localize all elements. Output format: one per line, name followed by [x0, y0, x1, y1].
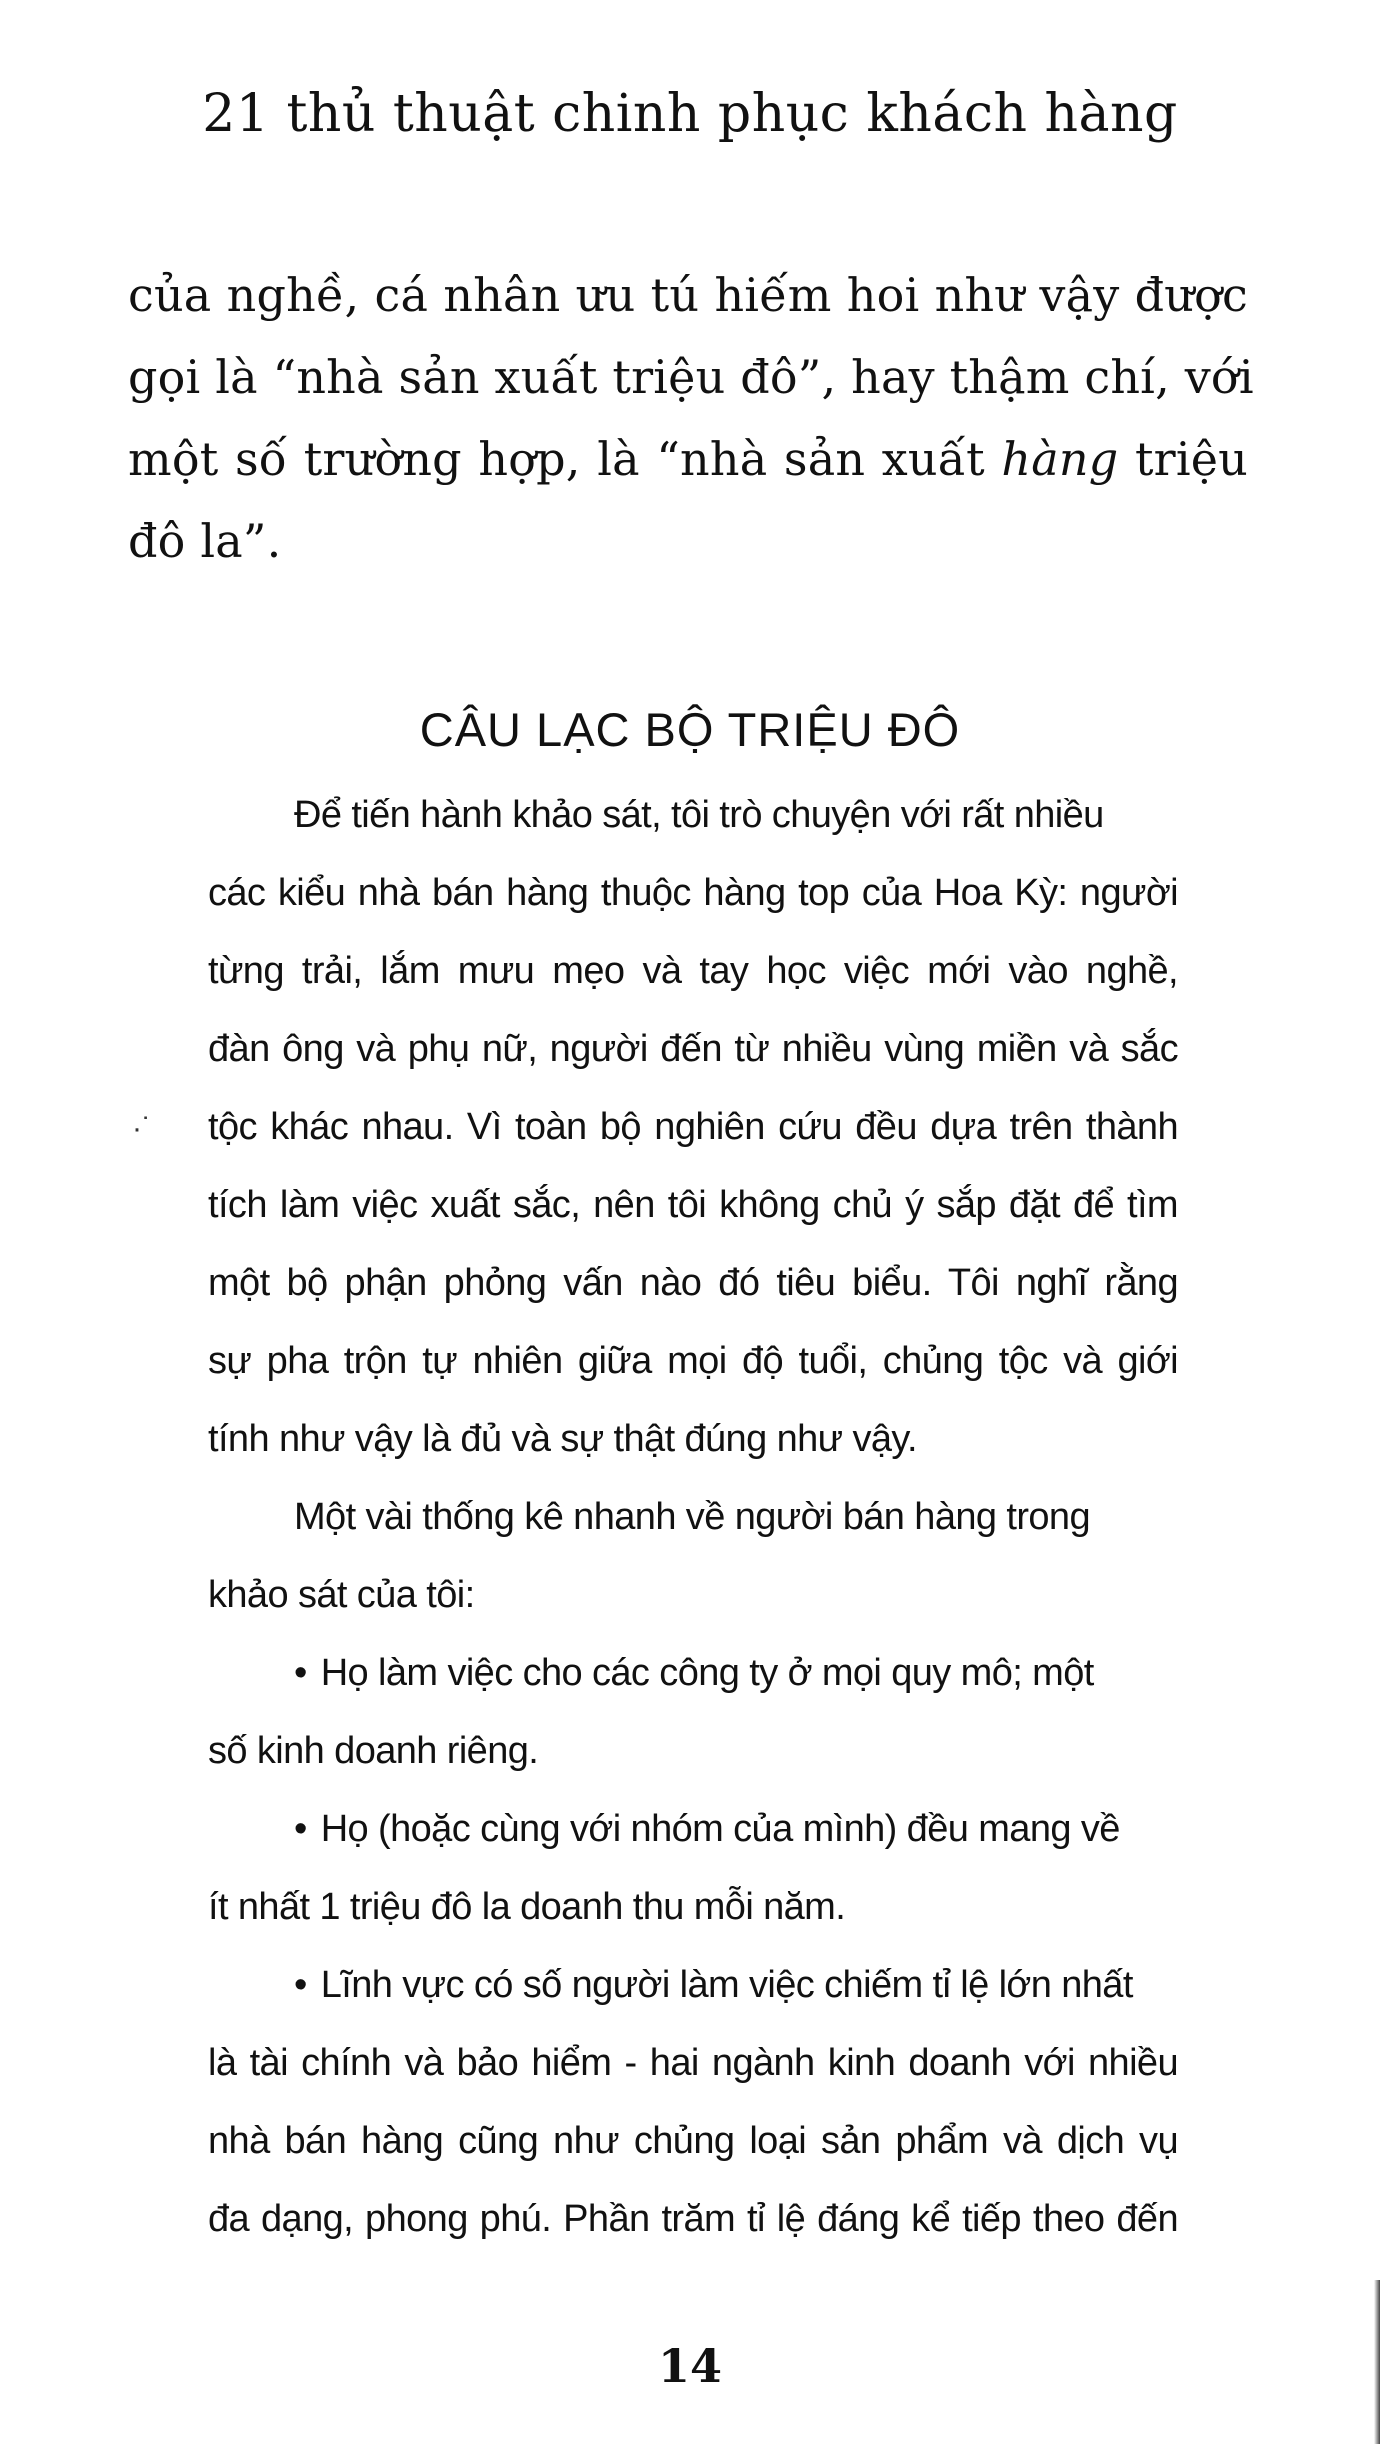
bullet-icon: •: [294, 1652, 307, 1694]
text-line: số kinh doanh riêng.: [208, 1730, 539, 1772]
bullet-item: [208, 1946, 1178, 2258]
text-line: một bộ phận phỏng vấn nào đó tiêu biểu. Tôi nghĩ rằng: [208, 1262, 1178, 1304]
text-line: ít nhất 1 triệu đô la doanh thu mỗi năm.: [208, 1886, 846, 1928]
bullet-item: [208, 1634, 1178, 1790]
text-line: tích làm việc xuất sắc, nên tôi không chủ ý sắp đặt để tìm: [208, 1184, 1178, 1226]
text-line: sự pha trộn tự nhiên giữa mọi độ tuổi, chủng tộc và giới: [208, 1340, 1178, 1382]
text-line: của nghề, cá nhân ưu tú hiếm hoi như vậy được: [128, 268, 1248, 322]
paragraph: [208, 1478, 1178, 1634]
running-header: 21 thủ thuật chinh phục khách hàng: [202, 84, 1178, 144]
text-line: đa dạng, phong phú. Phần trăm tỉ lệ đáng kể tiếp theo đến: [208, 2198, 1178, 2240]
text-segment: triệu: [1118, 432, 1248, 486]
text-segment: Họ (hoặc cùng với nhóm của mình) đều mang về: [320, 1808, 1120, 1850]
bullet-item: [208, 1790, 1178, 1946]
intro-paragraph: [128, 254, 1254, 582]
text-line: từng trải, lắm mưu mẹo và tay học việc mới vào nghề,: [208, 950, 1178, 992]
bullet-icon: •: [294, 1808, 307, 1850]
text-line: nhà bán hàng cũng như chủng loại sản phẩm và dịch vụ: [208, 2120, 1178, 2162]
text-line: là tài chính và bảo hiểm - hai ngành kinh doanh với nhiều: [208, 2042, 1178, 2084]
text-line: [208, 1634, 1178, 1712]
text-segment: một số trường hợp, là “nhà sản xuất: [128, 432, 1002, 486]
text-line: khảo sát của tôi:: [208, 1574, 475, 1616]
text-line: các kiểu nhà bán hàng thuộc hàng top của Hoa Kỳ: người: [208, 872, 1178, 914]
section-heading: CÂU LẠC BỘ TRIỆU ĐÔ: [419, 703, 961, 756]
text-line: Để tiến hành khảo sát, tôi trò chuyện với rất nhiều: [294, 794, 1104, 836]
text-segment: Họ làm việc cho các công ty ở mọi quy mô; một: [320, 1652, 1094, 1694]
bullet-icon: •: [294, 1964, 307, 2006]
text-line: [128, 418, 1248, 500]
text-line: gọi là “nhà sản xuất triệu đô”, hay thậm chí, với: [128, 350, 1254, 404]
text-line: đô la”.: [128, 514, 282, 568]
paragraph: [208, 776, 1178, 1478]
page-edge-shadow: [1374, 2280, 1380, 2444]
text-line: tộc khác nhau. Vì toàn bộ nghiên cứu đều dựa trên thành: [208, 1106, 1178, 1148]
scan-speck: ·˙: [132, 1112, 152, 1145]
emphasized-word: hàng: [1001, 432, 1119, 486]
text-line: Một vài thống kê nhanh về người bán hàng trong: [294, 1496, 1090, 1538]
page-number: 14: [657, 2339, 722, 2393]
text-line: tính như vậy là đủ và sự thật đúng như vậy.: [208, 1418, 917, 1460]
text-line: [208, 1790, 1178, 1868]
text-line: [208, 1946, 1178, 2024]
text-segment: Lĩnh vực có số người làm việc chiếm tỉ lệ lớn nhất: [320, 1964, 1133, 2006]
text-line: đàn ông và phụ nữ, người đến từ nhiều vùng miền và sắc: [208, 1028, 1178, 1070]
